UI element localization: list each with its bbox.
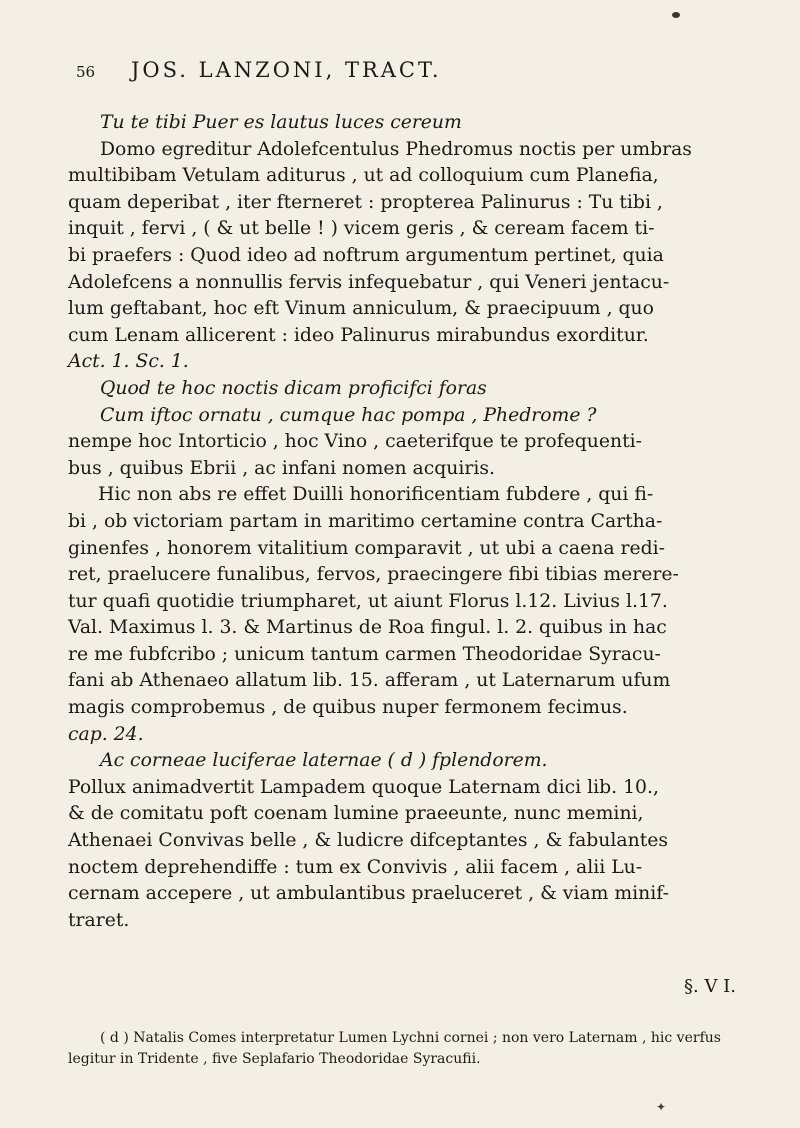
text-line: quam deperibat , iter fterneret : propterea Palinurus : Tu tibi , (68, 191, 663, 213)
text-line: & de comitatu poft coenam lumine praeeunte, nunc memini, (68, 803, 644, 825)
text-line: noctem deprehendiffe : tum ex Convivis , alii facem , alii Lu- (68, 856, 643, 878)
text-line: Quod te hoc noctis dicam proficifci foras (100, 377, 487, 399)
text-line: Hic non abs re effet Duilli honorificentiam fubdere , qui fi- (98, 484, 654, 506)
text-line: Domo egreditur Adolefcentulus Phedromus noctis per umbras (100, 138, 692, 160)
text-line: Ac corneae luciferae laternae ( d ) fplendorem. (100, 750, 548, 772)
text-line: cernam accepere , ut ambulantibus praeluceret , & viam minif- (68, 883, 669, 905)
page-number: 56 (76, 63, 96, 81)
text-line: Val. Maximus l. 3. & Martinus de Roa fingul. l. 2. quibus in hac (68, 617, 667, 639)
text-line: Adolefcens a nonnullis fervis infequebatur , qui Veneri jentacu- (68, 271, 670, 293)
text-line: Cum iftoc ornatu , cumque hac pompa , Phedrome ? (100, 404, 597, 426)
text-line: Act. 1. Sc. 1. (68, 351, 189, 373)
text-line: tur quafi quotidie triumpharet, ut aiunt Florus l.12. Livius l.17. (68, 590, 668, 612)
printer-ornament-icon: ✦ (656, 1100, 667, 1114)
text-line: lum geftabant, hoc eft Vinum anniculum, & praecipuum , quo (68, 298, 654, 320)
text-line: traret. (68, 909, 130, 931)
section-heading: §. V I. (684, 976, 736, 998)
text-line: fani ab Athenaeo allatum lib. 15. afferam , ut Laternarum ufum (68, 670, 671, 692)
body-text (68, 110, 742, 934)
text-line: re me fubfcribo ; unicum tantum carmen Theodoridae Syracu- (68, 643, 661, 665)
running-title: JOS. LANZONI, TRACT. (131, 58, 442, 82)
text-line: bus , quibus Ebrii , ac infani nomen acquiris. (68, 457, 495, 479)
ink-blot (672, 12, 680, 18)
text-line: bi , ob victoriam partam in maritimo certamine contra Cartha- (68, 510, 663, 532)
text-line: cap. 24. (68, 723, 144, 745)
text-line: inquit , fervi , ( & ut belle ! ) vicem geris , & ceream facem ti- (68, 218, 655, 240)
footnote-line: legitur in Tridente , five Seplafario Theodoridae Syracufii. (68, 1051, 481, 1068)
text-line: Athenaei Convivas belle , & ludicre difceptantes , & fabulantes (68, 830, 669, 852)
footnote (68, 1028, 742, 1070)
running-head (68, 58, 742, 102)
text-line: ret, praelucere funalibus, fervos, praecingere fibi tibias merere- (68, 564, 679, 586)
text-line: nempe hoc Intorticio , hoc Vino , caeterifque te profequenti- (68, 431, 642, 453)
text-line: magis comprobemus , de quibus nuper fermonem fecimus. (68, 697, 628, 719)
text-line: Pollux animadvertit Lampadem quoque Laternam dici lib. 10., (68, 776, 659, 798)
text-line: bi praefers : Quod ideo ad noftrum argumentum pertinet, quia (68, 244, 664, 266)
text-line: Tu te tibi Puer es lautus luces cereum (100, 112, 462, 133)
text-line: multibibam Vetulam aditurus , ut ad colloquium cum Planefia, (68, 165, 659, 187)
text-line: cum Lenam allicerent : ideo Palinurus mirabundus exorditur. (68, 324, 649, 346)
footnote-line: ( d ) Natalis Comes interpretatur Lumen Lychni cornei ; non vero Laternam , hic verfus (100, 1030, 721, 1047)
text-line: ginenfes , honorem vitalitium comparavit , ut ubi a caena redi- (68, 537, 665, 559)
